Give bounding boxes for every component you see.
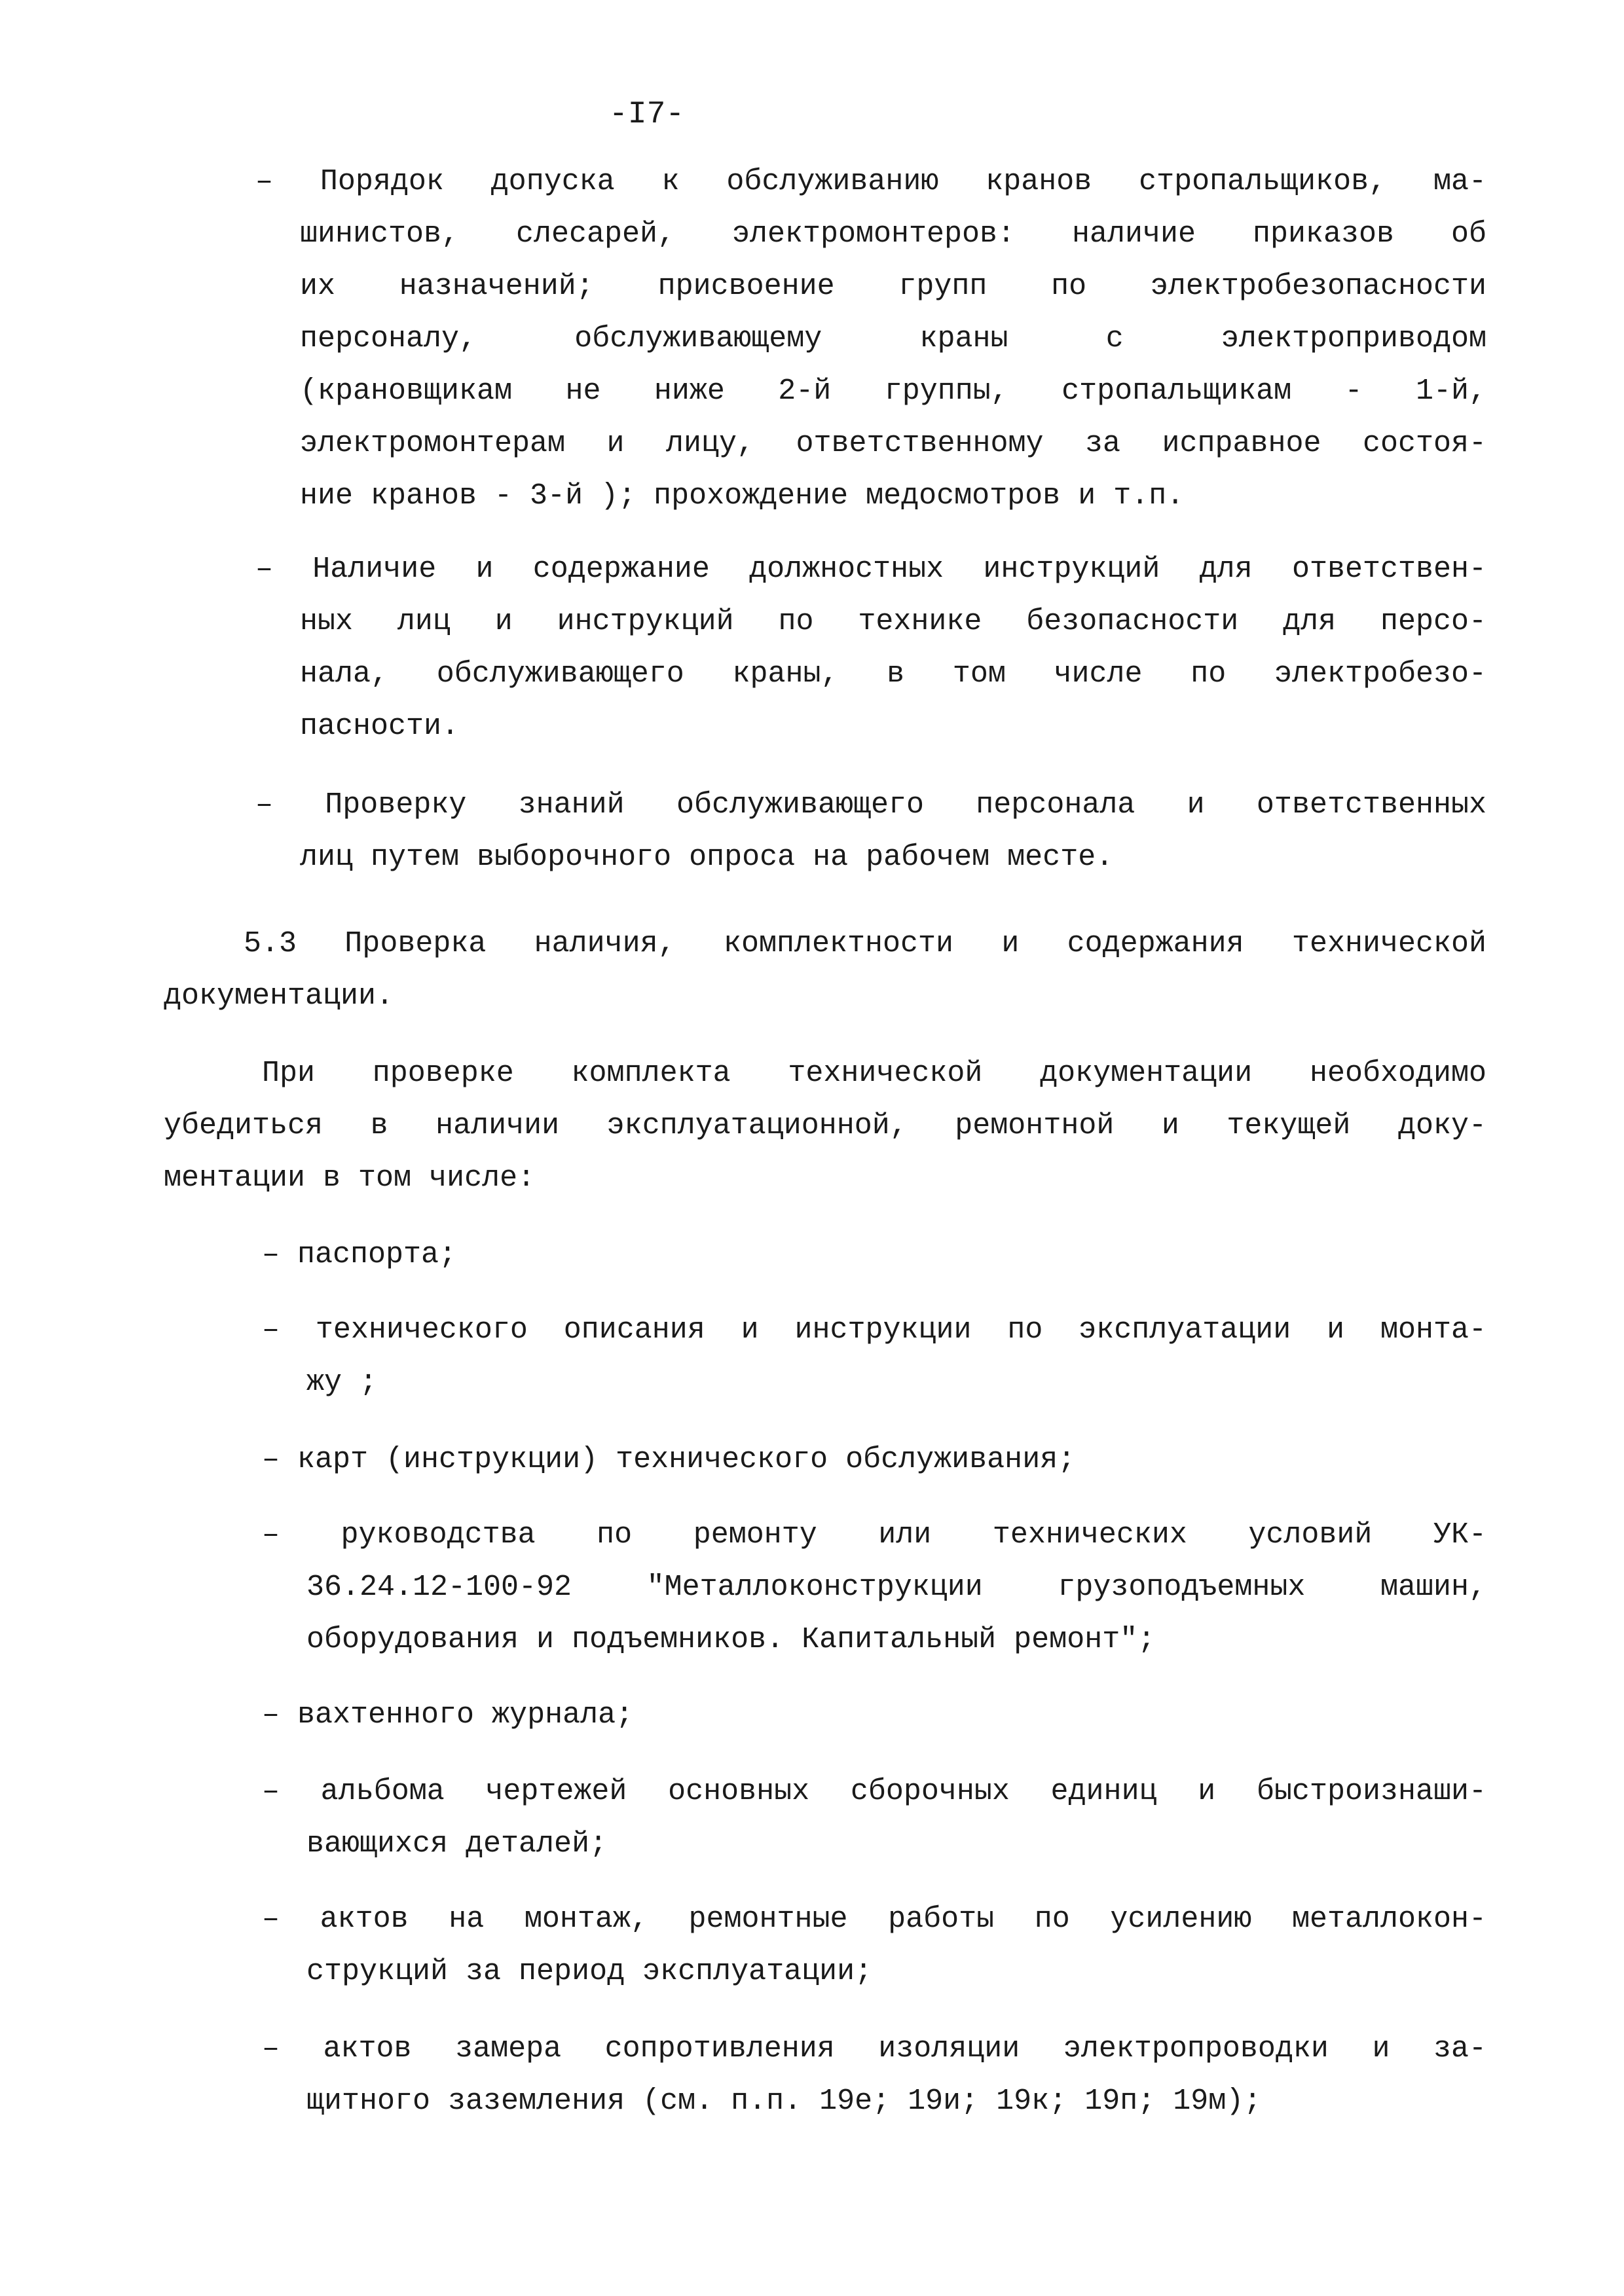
- paragraph-documentation-check: [164, 1048, 1486, 1205]
- text-line: – руководства по ремонту или технических условий УК-: [262, 1518, 1486, 1552]
- page-number: -I7-: [609, 97, 685, 132]
- paragraph-knowledge-check: [255, 779, 1486, 884]
- text-line: – Проверку знаний обслуживающего персонала и ответственных: [255, 788, 1486, 822]
- list-item-repair-manual: [262, 1509, 1486, 1666]
- text-line: При проверке комплекта технической документации необходимо: [262, 1057, 1486, 1090]
- text-line: (крановщикам не ниже 2-й группы, стропальщикам - 1-й,: [300, 374, 1486, 408]
- text-line: персоналу, обслуживающему краны с электроприводом: [300, 322, 1486, 355]
- text-line: – вахтенного журнала;: [262, 1698, 634, 1732]
- text-line: вающихся деталей;: [306, 1827, 608, 1861]
- paragraph-job-instructions: [255, 543, 1486, 753]
- list-item-technical-description: [262, 1304, 1486, 1409]
- text-line: шинистов, слесарей, электромонтеров: наличие приказов об: [300, 217, 1486, 251]
- text-line: оборудования и подъемников. Капитальный ремонт";: [306, 1623, 1156, 1656]
- text-line: лиц путем выборочного опроса на рабочем месте.: [300, 841, 1114, 874]
- text-line: – технического описания и инструкции по эксплуатации и монта-: [262, 1313, 1486, 1347]
- list-item-insulation-acts: [262, 2023, 1486, 2128]
- text-line: их назначений; присвоение групп по электробезопасности: [300, 270, 1486, 303]
- text-line: электромонтерам и лицу, ответственному за исправное состоя-: [300, 427, 1486, 460]
- text-line: ных лиц и инструкций по технике безопасности для персо-: [300, 605, 1486, 638]
- list-item-installation-acts: [262, 1893, 1486, 1998]
- text-line: ментации в том числе:: [164, 1161, 536, 1195]
- text-line: – альбома чертежей основных сборочных единиц и быстроизнаши-: [262, 1775, 1486, 1808]
- text-line: – актов на монтаж, ремонтные работы по усилению металлокон-: [262, 1903, 1486, 1936]
- text-line: 36.24.12-100-92 "Металлоконструкции грузоподъемных машин,: [306, 1571, 1486, 1604]
- text-line: – актов замера сопротивления изоляции электропроводки и за-: [262, 2032, 1486, 2066]
- list-item-passport: [262, 1229, 1486, 1281]
- text-line: документации.: [164, 979, 394, 1013]
- list-item-logbook: [262, 1689, 1486, 1741]
- list-item-maintenance-cards: [262, 1434, 1486, 1486]
- section-heading-5-3: [164, 918, 1486, 1023]
- text-line: – Наличие и содержание должностных инструкций для ответствен-: [255, 553, 1486, 586]
- text-line: нала, обслуживающего краны, в том числе по электробезо-: [300, 657, 1486, 691]
- text-line: струкций за период эксплуатации;: [306, 1955, 873, 1988]
- text-line: пасности.: [300, 710, 460, 743]
- text-line: щитного заземления (см. п.п. 19е; 19и; 19к; 19п; 19м);: [306, 2085, 1262, 2118]
- text-line: ние кранов - 3-й ); прохождение медосмотров и т.п.: [300, 479, 1185, 513]
- text-line: – карт (инструкции) технического обслуживания;: [262, 1443, 1076, 1476]
- text-line: – Порядок допуска к обслуживанию кранов стропальщиков, ма-: [255, 165, 1486, 198]
- text-line: 5.3 Проверка наличия, комплектности и содержания технической: [244, 927, 1486, 960]
- paragraph-crane-access-order: [255, 156, 1486, 522]
- text-line: жу ;: [306, 1366, 378, 1399]
- list-item-drawings-album: [262, 1766, 1486, 1870]
- text-line: убедиться в наличии эксплуатационной, ремонтной и текущей доку-: [164, 1109, 1486, 1142]
- text-line: – паспорта;: [262, 1238, 457, 1271]
